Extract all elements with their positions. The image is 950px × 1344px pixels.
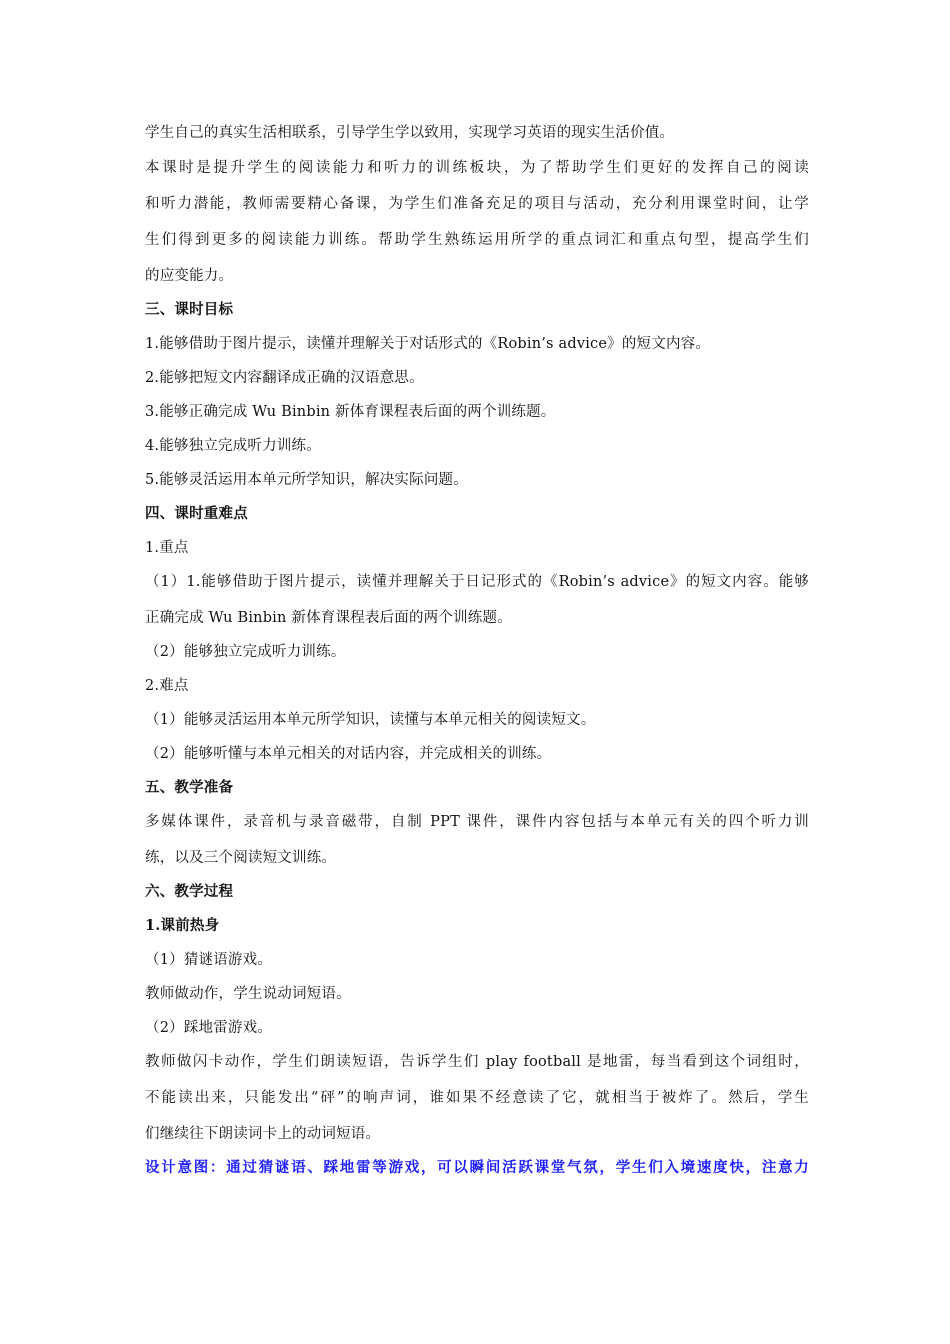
subheading-warmup: 1.课前热身	[145, 917, 220, 934]
objective-item: 3.能够正确完成 Wu Binbin 新体育课程表后面的两个训练题。	[145, 404, 556, 420]
document-body	[145, 124, 809, 1193]
key-point-item: （2）能够独立完成听力训练。	[145, 644, 346, 660]
subheading-key-point: 1.重点	[145, 540, 189, 556]
key-point-item: （1）1.能够借助于图片提示，读懂并理解关于日记形式的《Robin’s advice》的短文内容。能够	[145, 574, 809, 590]
objective-item: 1.能够借助于图片提示，读懂并理解关于对话形式的《Robin’s advice》的短文内容。	[145, 336, 711, 352]
paragraph-line: 生们得到更多的阅读能力训练。帮助学生熟练运用所学的重点词汇和重点句型，提高学生们	[145, 232, 809, 248]
paragraph-line: 多媒体课件，录音机与录音磁带，自制 PPT 课件，课件内容包括与本单元有关的四个听力训	[145, 814, 809, 830]
paragraph-line: 不能读出来，只能发出“砰”的响声词，谁如果不经意读了它，就相当于被炸了。然后，学生	[145, 1090, 809, 1106]
objective-item: 2.能够把短文内容翻译成正确的汉语意思。	[145, 370, 424, 386]
paragraph-line: 本课时是提升学生的阅读能力和听力的训练板块，为了帮助学生们更好的发挥自己的阅读	[145, 160, 809, 176]
paragraph-line: 们继续往下朗读词卡上的动词短语。	[145, 1126, 381, 1142]
subheading-difficulty: 2.难点	[145, 678, 189, 694]
paragraph-line: 学生自己的真实生活相联系，引导学生学以致用，实现学习英语的现实生活价值。	[145, 125, 675, 141]
paragraph-line: 教师做闪卡动作，学生们朗读短语，告诉学生们 play football 是地雷，每当看到这个词组时，	[145, 1054, 809, 1070]
key-point-item: 正确完成 Wu Binbin 新体育课程表后面的两个训练题。	[145, 610, 512, 626]
activity-item: （2）踩地雷游戏。	[145, 1020, 273, 1036]
paragraph-line: 的应变能力。	[145, 268, 234, 284]
activity-item: （1）猜谜语游戏。	[145, 952, 273, 968]
section-heading-preparation: 五、教学准备	[145, 779, 234, 796]
paragraph-line: 和听力潜能，教师需要精心备课，为学生们准备充足的项目与活动，充分利用课堂时间，让学	[145, 196, 809, 212]
difficulty-item: （2）能够听懂与本单元相关的对话内容，并完成相关的训练。	[145, 746, 552, 762]
design-intent-note: 设计意图：通过猜谜语、踩地雷等游戏，可以瞬间活跃课堂气氛，学生们入境速度快，注意力	[145, 1159, 809, 1176]
section-heading-objectives: 三、课时目标	[145, 301, 234, 318]
section-heading-key-points: 四、课时重难点	[145, 505, 248, 522]
paragraph-line: 教师做动作，学生说动词短语。	[145, 986, 351, 1002]
objective-item: 4.能够独立完成听力训练。	[145, 438, 321, 454]
objective-item: 5.能够灵活运用本单元所学知识，解决实际问题。	[145, 472, 468, 488]
section-heading-process: 六、教学过程	[145, 883, 234, 900]
difficulty-item: （1）能够灵活运用本单元所学知识，读懂与本单元相关的阅读短文。	[145, 712, 596, 728]
paragraph-line: 练，以及三个阅读短文训练。	[145, 850, 337, 866]
